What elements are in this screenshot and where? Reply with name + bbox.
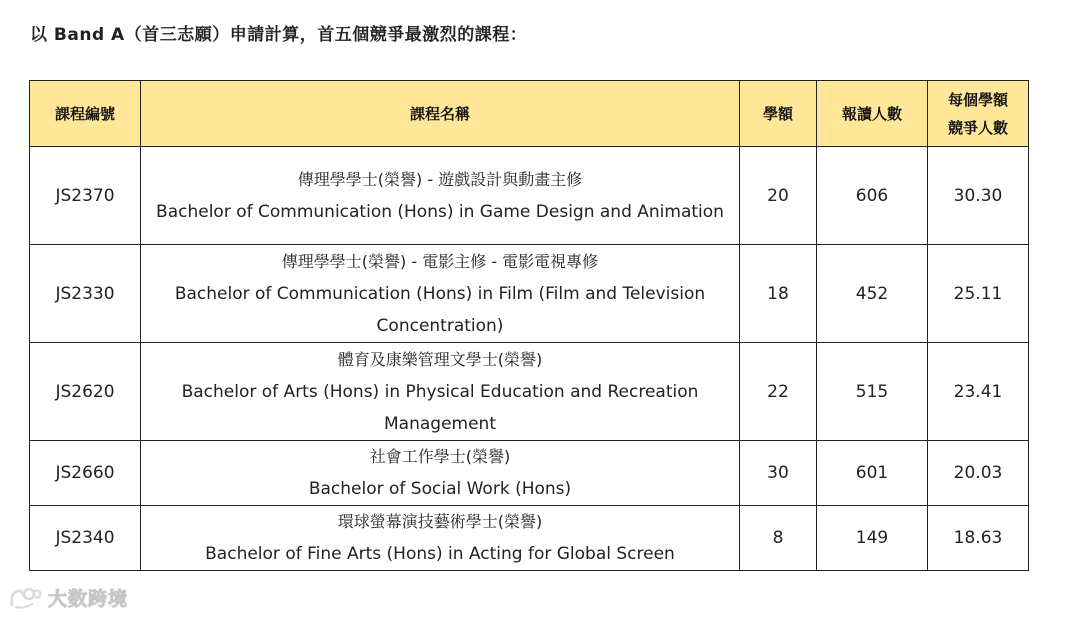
table-row (30, 147, 1029, 245)
course-name-en: Bachelor of Arts (Hons) in Physical Education and Recreation Management (181, 381, 699, 434)
course-name-en: Bachelor of Communication (Hons) in Game Design and Animation (156, 201, 724, 222)
course-name-zh: 社會工作學士(榮譽) (369, 447, 511, 466)
ratio-cell: 23.41 (928, 343, 1029, 441)
header-course-code: 課程編號 (30, 81, 141, 147)
course-name-zh: 體育及康樂管理文學士(榮譽) (337, 349, 543, 369)
table-row (30, 441, 1029, 506)
page-heading: 以 Band A（首三志願）申請計算，首五個競爭最激烈的課程： (30, 25, 528, 45)
table-header-row (30, 81, 1029, 147)
applicants-cell: 606 (817, 147, 928, 245)
course-name-en: Bachelor of Social Work (Hons) (308, 479, 572, 499)
table-row (30, 245, 1029, 343)
course-code-cell: JS2370 (30, 147, 141, 245)
ratio-cell: 30.30 (928, 147, 1029, 245)
course-code-cell: JS2340 (30, 506, 141, 571)
course-code-cell: JS2660 (30, 441, 141, 506)
table-row (30, 506, 1029, 571)
course-name-en: Bachelor of Communication (Hons) in Film (Film and Television Concentration) (174, 283, 706, 336)
course-name-cell (141, 506, 740, 571)
applicants-cell: 601 (817, 441, 928, 506)
course-name-en: Bachelor of Fine Arts (Hons) in Acting for Global Screen (205, 544, 675, 564)
course-name-cell (141, 147, 740, 245)
brand-logo-icon (8, 585, 42, 611)
ratio-cell: 20.03 (928, 441, 1029, 506)
course-name-cell (141, 245, 740, 343)
header-applicants: 報讀人數 (817, 81, 928, 147)
course-name-zh: 環球螢幕演技藝術學士(榮譽) (337, 512, 543, 531)
header-ratio-line2: 競爭人數 (947, 118, 1008, 137)
applicants-cell: 149 (817, 506, 928, 571)
places-cell: 30 (740, 441, 817, 506)
course-name-cell (141, 441, 740, 506)
table-row (30, 343, 1029, 441)
places-cell: 18 (740, 245, 817, 343)
applicants-cell: 452 (817, 245, 928, 343)
ratio-cell: 18.63 (928, 506, 1029, 571)
course-code-cell: JS2330 (30, 245, 141, 343)
course-competition-table (29, 80, 1029, 571)
places-cell: 20 (740, 147, 817, 245)
course-name-zh: 傳理學學士(榮譽) - 電影主修 - 電影電視專修 (281, 251, 599, 271)
places-cell: 22 (740, 343, 817, 441)
course-name-zh: 傳理學學士(榮譽) - 遊戲設計與動畫主修 (297, 169, 583, 189)
ratio-cell: 25.11 (928, 245, 1029, 343)
header-ratio-line1: 每個學額 (947, 90, 1008, 109)
header-places: 學額 (740, 81, 817, 147)
header-competition-ratio (928, 81, 1029, 147)
applicants-cell: 515 (817, 343, 928, 441)
watermark-text: 大数跨境 (48, 588, 129, 610)
places-cell: 8 (740, 506, 817, 571)
course-name-cell (141, 343, 740, 441)
header-course-name: 課程名稱 (141, 81, 740, 147)
watermark (8, 584, 128, 611)
course-code-cell: JS2620 (30, 343, 141, 441)
